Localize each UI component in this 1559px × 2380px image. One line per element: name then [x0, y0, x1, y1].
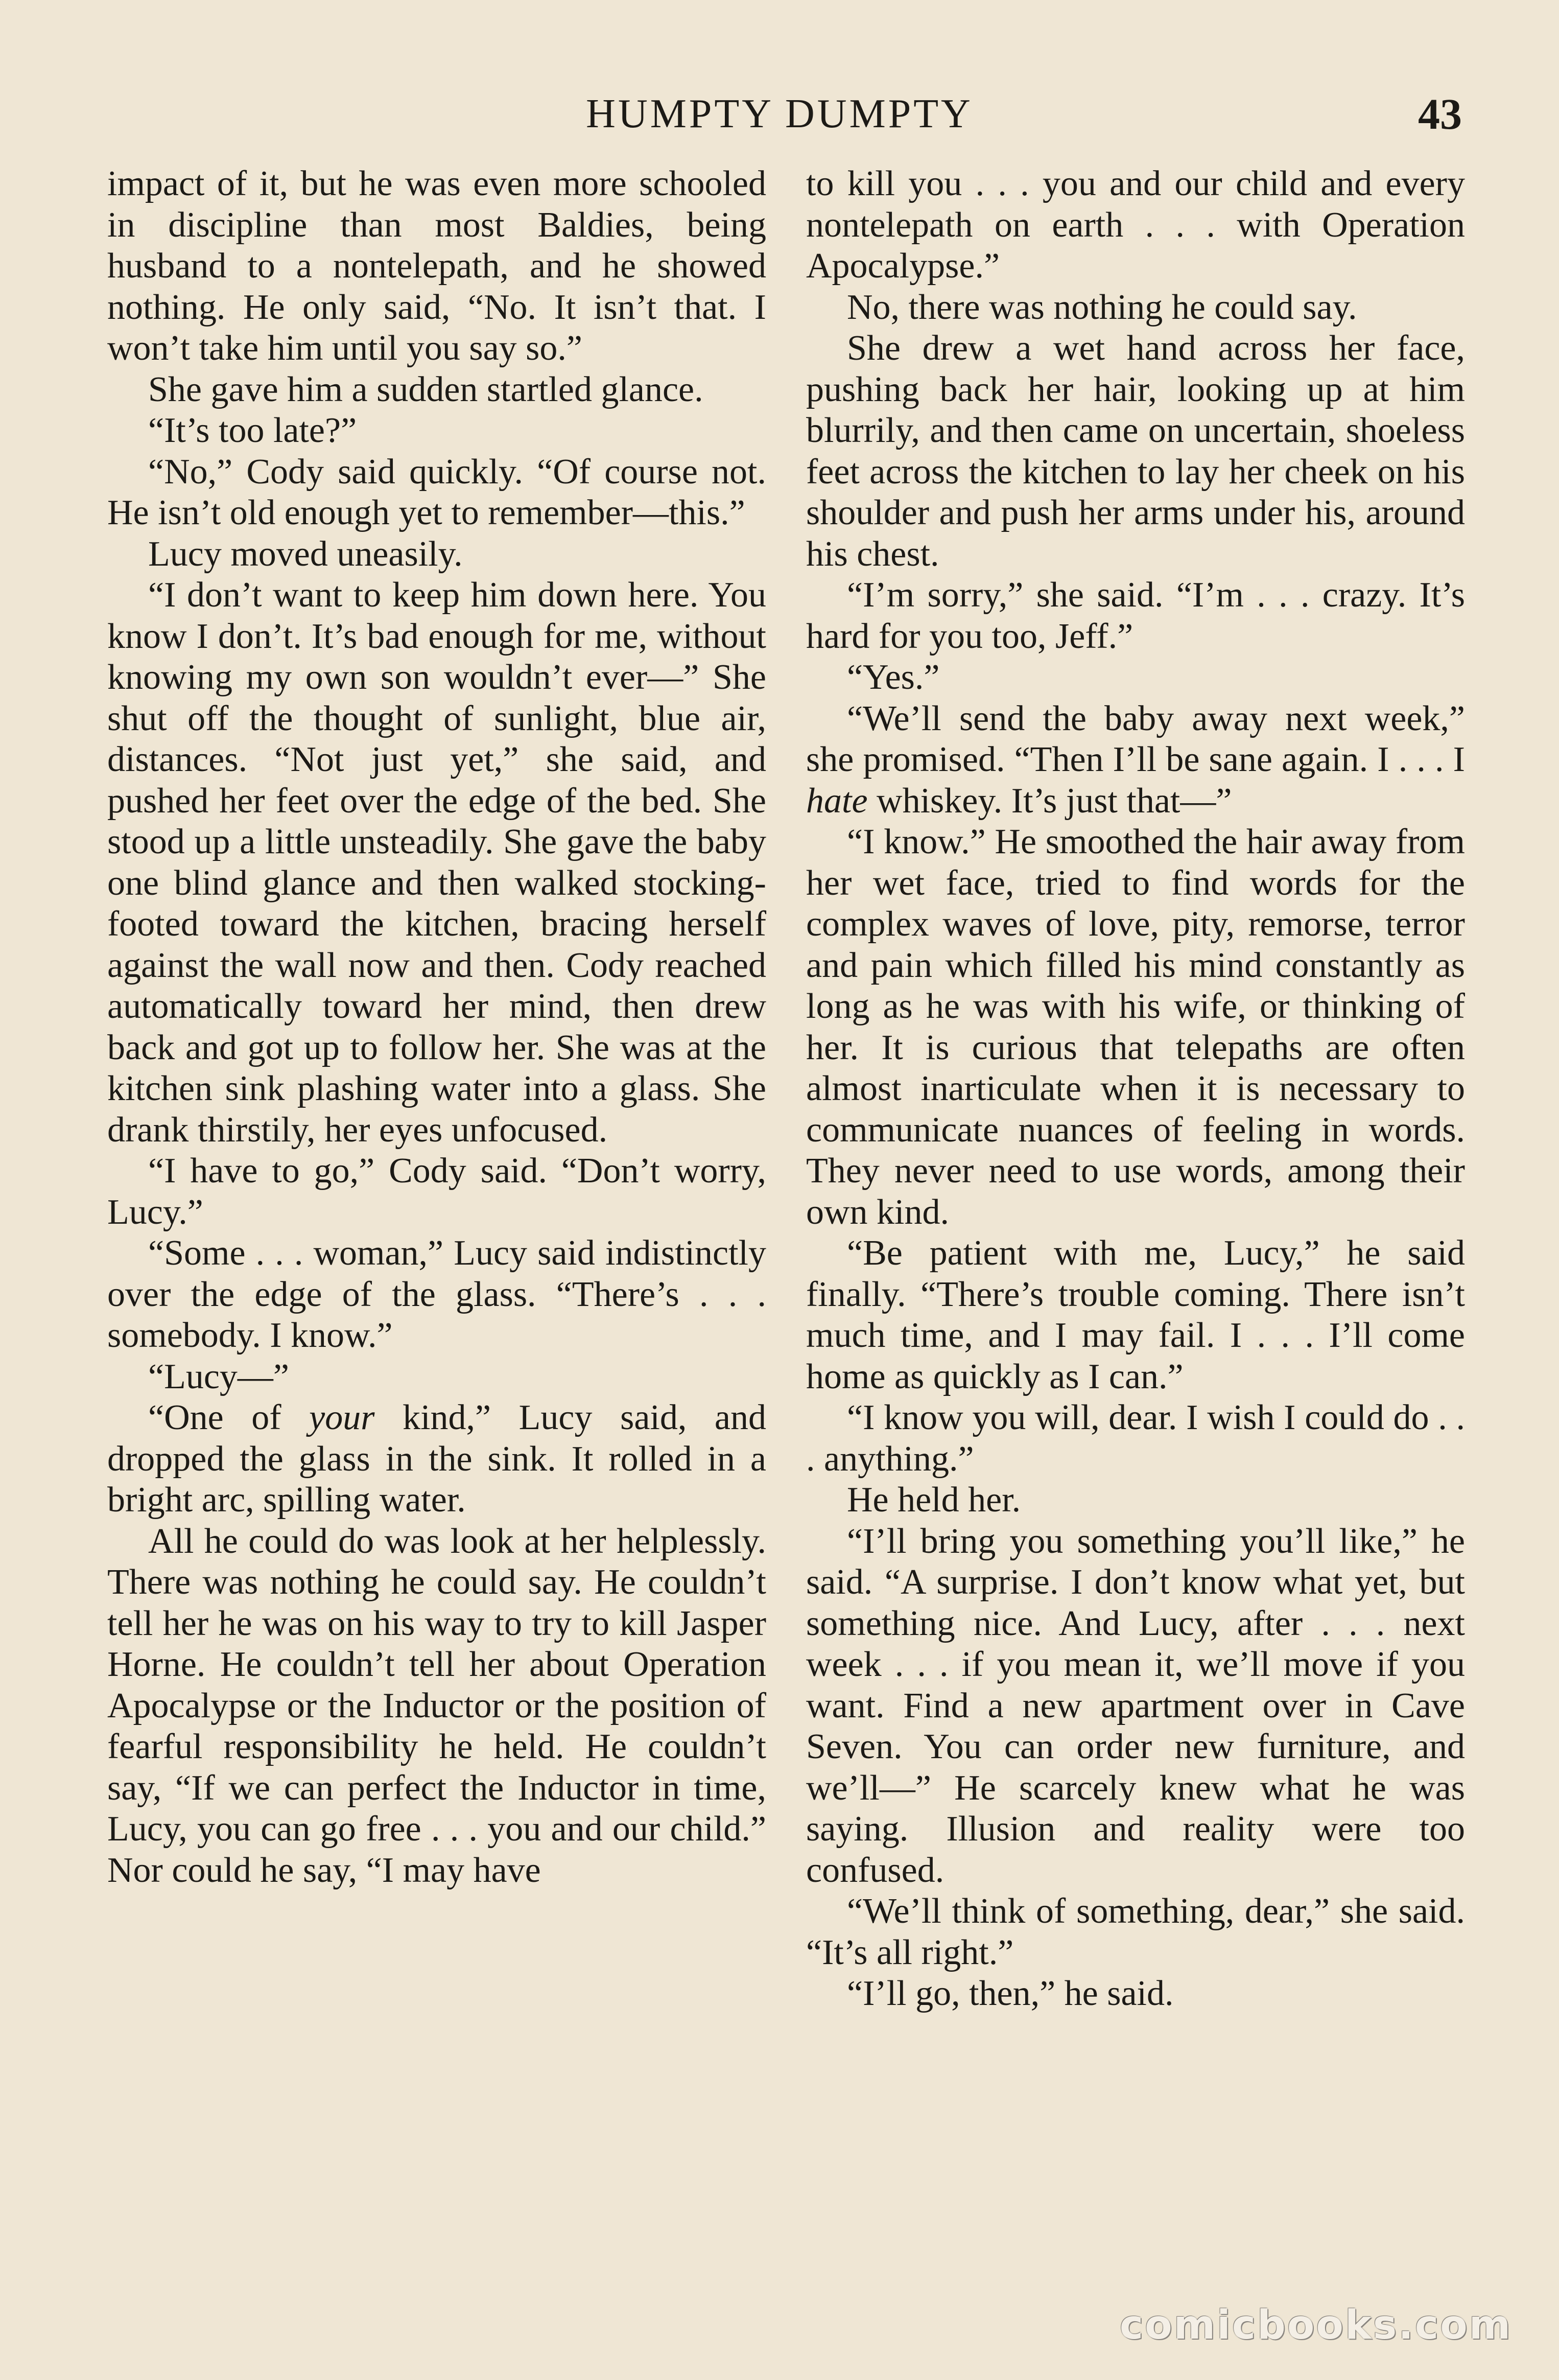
paragraph: No, there was nothing he could say. [847, 287, 1357, 327]
paragraph: She gave him a sudden startled glance. [148, 369, 703, 409]
paragraph: “I don’t want to keep him down here. You know I don’t. It’s bad enough for me, without knowing my own son wouldn’t ever—” She shut off the thought of sunlight, blue air, distances. “Not just yet,” she said, and pushed her feet over the edge of the bed. She stood up a little unsteadily. She gave the baby one blind glance and then walked stocking-footed toward the kitchen, bracing herself against the wall now and then. Cody reached automatically toward her mind, then drew back and got up to follow her. She was at the kitchen sink plashing water into a glass. She drank thirstily, her eyes unfocused. [107, 575, 766, 1150]
paragraph: “I’m sorry,” she said. “I’m . . . crazy. It’s hard for you too, Jeff.” [806, 575, 1465, 656]
paragraph: “I know you will, dear. I wish I could do . . . anything.” [806, 1398, 1465, 1479]
paragraph: “Lucy—” [148, 1357, 289, 1396]
running-title: HUMPTY DUMPTY [586, 91, 973, 136]
right-column [806, 164, 1465, 2015]
emphasis: hate [806, 781, 868, 821]
page-number: 43 [1418, 89, 1462, 138]
paragraph: “I’ll bring you something you’ll like,” he said. “A surprise. I don’t know what yet, but something nice. And Lucy, after . . . next week . . . if you mean it, we’ll move if you want. Find a new apartment over in Cave Seven. You can order new furniture, and we’ll—” He scarcely knew what he was saying. Illusion and reality were too confused. [806, 1521, 1465, 1890]
paragraph: “We’ll send the baby away next week,” she promised. “Then I’ll be sane again. I . . . I hate whiskey. It’s just that—” [806, 698, 1465, 821]
emphasis: your [309, 1398, 375, 1437]
paragraph: “We’ll think of something, dear,” she said. “It’s all right.” [806, 1892, 1465, 1972]
paragraph: “No,” Cody said quickly. “Of course not. He isn’t old enough yet to remember—this.” [107, 452, 766, 532]
paragraph: “Some . . . woman,” Lucy said indistinctly over the edge of the glass. “There’s . . . somebody. I know.” [107, 1233, 766, 1355]
paragraph: “I have to go,” Cody said. “Don’t worry, Lucy.” [107, 1151, 766, 1232]
paragraph: to kill you . . . you and our child and every nontelepath on earth . . . with Operation Apocalypse.” [806, 164, 1465, 286]
paragraph: “Be patient with me, Lucy,” he said finally. “There’s trouble coming. There isn’t much time, and I may fail. I . . . I’ll come home as quickly as I can.” [806, 1233, 1465, 1396]
paragraph: All he could do was look at her helplessly. There was nothing he could say. He couldn’t tell her he was on his way to try to kill Jasper Horne. He couldn’t tell her about Operation Apocalypse or the Inductor or the position of fearful responsibility he held. He couldn’t say, “If we can perfect the Inductor in time, Lucy, you can go free . . . you and our child.” Nor could he say, “I may have [107, 1521, 766, 1890]
paragraph: “One of your kind,” Lucy said, and dropped the glass in the sink. It rolled in a bright arc, spilling water. [107, 1398, 766, 1520]
left-column [107, 164, 766, 1891]
watermark-logo: comicbooks.com [1119, 2302, 1512, 2348]
paragraph: Lucy moved uneasily. [148, 534, 463, 574]
paragraph: impact of it, but he was even more schooled in discipline than most Baldies, being husband to a nontelepath, and he showed nothing. He only said, “No. It isn’t that. I won’t take him until you say so.” [107, 164, 766, 368]
paragraph: “Yes.” [847, 658, 940, 697]
paragraph: “I’ll go, then,” he said. [847, 1974, 1174, 2013]
paragraph: He held her. [847, 1480, 1021, 1520]
paragraph: She drew a wet hand across her face, pushing back her hair, looking up at him blurrily, and then came on uncertain, shoeless feet across the kitchen to lay her cheek on his shoulder and push her arms under his, around his chest. [806, 329, 1465, 574]
running-head [0, 86, 1559, 142]
paragraph: “It’s too late?” [148, 411, 357, 450]
paragraph: “I know.” He smoothed the hair away from her wet face, tried to find words for the complex waves of love, pity, remorse, terror and pain which filled his mind constantly as long as he was with his wife, or thinking of her. It is curious that telepaths are often almost inarticulate when it is necessary to communicate nuances of feeling in words. They never need to use words, among their own kind. [806, 822, 1465, 1232]
